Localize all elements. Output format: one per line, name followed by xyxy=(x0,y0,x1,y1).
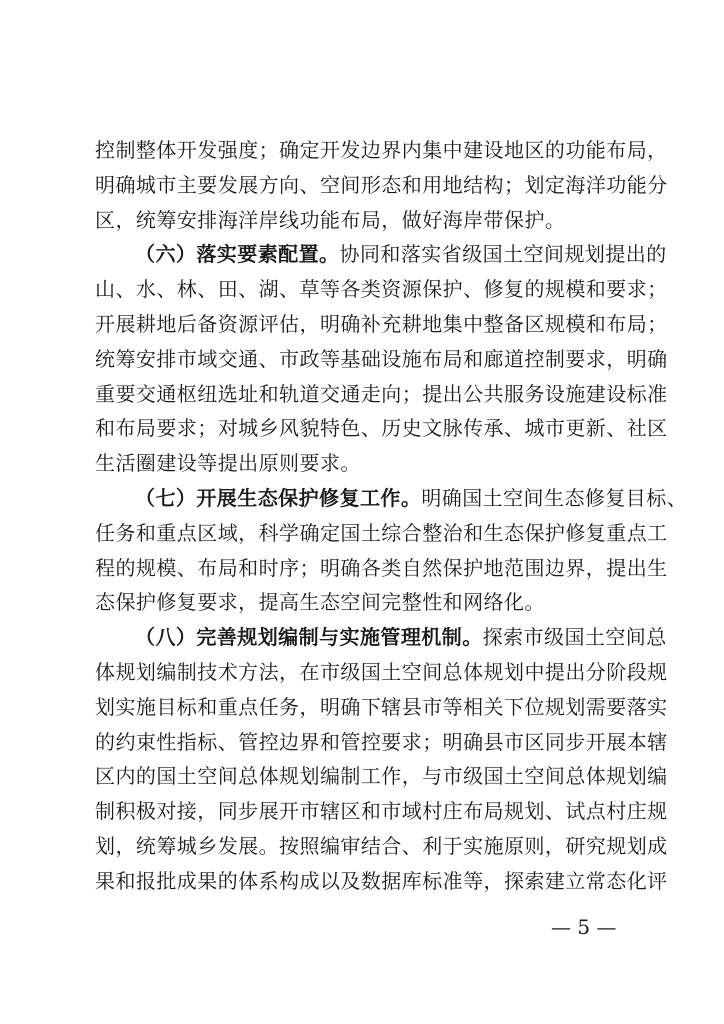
text-line: 任务和重点区域，科学确定国土综合整治和生态保护修复重点工 xyxy=(95,520,668,545)
text-line: 的约束性指标、管控边界和管控要求；明确县市区同步开展本辖 xyxy=(95,729,668,754)
section-heading-8: （八）完善规划编制与实施管理机制。 xyxy=(135,625,483,650)
text-line: 开展耕地后备资源评估，明确补充耕地集中整备区规模和布局； xyxy=(95,311,668,336)
text-line: 态保护修复要求，提高生态空间完整性和网络化。 xyxy=(95,590,545,615)
text-line: 山、水、林、田、湖、草等各类资源保护、修复的规模和要求； xyxy=(95,277,668,302)
text-line: 果和报批成果的体系构成以及数据库标准等，探索建立常态化评 xyxy=(95,868,668,893)
text-line: 区，统筹安排海洋岸线功能布局，做好海岸带保护。 xyxy=(95,207,566,232)
text-line: 重要交通枢纽选址和轨道交通走向；提出公共服务设施建设标准 xyxy=(95,381,668,406)
paragraph-text: 探索市级国土空间总 xyxy=(482,625,667,650)
text-line: 程的规模、布局和时序；明确各类自然保护地范围边界，提出生 xyxy=(95,555,668,580)
text-line: 区内的国土空间总体规划编制工作，与市级国土空间总体规划编 xyxy=(95,764,668,789)
text-line: 划，统筹城乡发展。按照编审结合、利于实施原则，研究规划成 xyxy=(95,833,668,858)
section-heading-6: （六）落实要素配置。 xyxy=(135,242,340,267)
paragraph-text: 明确国土空间生态修复目标、 xyxy=(421,485,688,510)
paragraph-line-section-6 xyxy=(95,237,667,272)
paragraph-line-section-8 xyxy=(95,620,667,655)
document-body xyxy=(95,133,688,899)
text-line: 制积极对接，同步展开市辖区和市域村庄布局规划、试点村庄规 xyxy=(95,799,668,824)
page-number: — 5 — xyxy=(551,915,617,939)
paragraph-text: 协同和落实省级国土空间规划提出的 xyxy=(339,242,667,267)
text-line: 生活圈建设等提出原则要求。 xyxy=(95,451,361,476)
text-line: 明确城市主要发展方向、空间形态和用地结构；划定海洋功能分 xyxy=(95,172,668,197)
text-line: 统筹安排市域交通、市政等基础设施布局和廊道控制要求，明确 xyxy=(95,346,668,371)
paragraph-line-section-7 xyxy=(95,481,688,516)
text-line: 划实施目标和重点任务，明确下辖县市等相关下位规划需要落实 xyxy=(95,694,668,719)
section-heading-7: （七）开展生态保护修复工作。 xyxy=(135,485,422,510)
text-line: 控制整体开发强度；确定开发边界内集中建设地区的功能布局， xyxy=(95,138,668,162)
text-line: 体规划编制技术方法，在市级国土空间总体规划中提出分阶段规 xyxy=(95,659,668,684)
text-line: 和布局要求；对城乡风貌特色、历史文脉传承、城市更新、社区 xyxy=(95,416,668,441)
